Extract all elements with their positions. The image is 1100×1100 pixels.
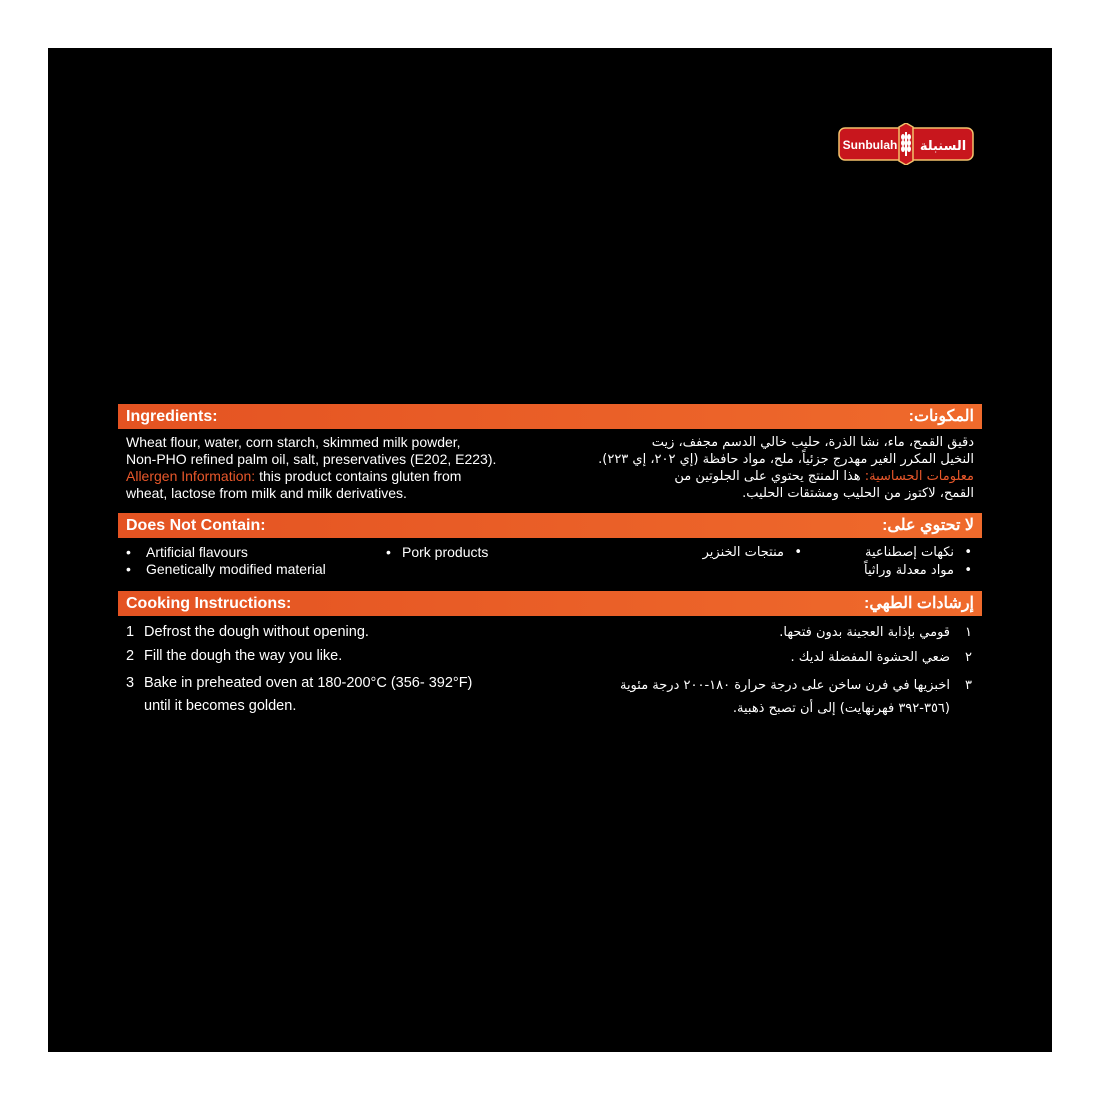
allergen-text-en: this product contains gluten from: [255, 468, 462, 484]
cooking-title-en: Cooking Instructions:: [126, 595, 292, 612]
cooking-step-en: 1 Defrost the dough without opening.: [126, 624, 369, 640]
list-item-ar: •منتجات الخنزير: [702, 545, 802, 560]
cooking-step-ar: ٢ ضعي الحشوة المفضلة لديك .: [790, 650, 972, 665]
ingredients-line-ar: النخيل المكرر الغير مهدرج جزئياً، ملح، مواد حافظة (إي ٢٠٢، إي ٢٢٣).: [598, 452, 974, 467]
does-not-contain-header: [118, 513, 982, 538]
list-item: • Artificial flavours: [126, 544, 248, 560]
list-item: • Pork products: [386, 544, 489, 560]
allergen-line-en: [126, 468, 496, 485]
allergen-line-en-2: wheat, lactose from milk and milk derivatives.: [126, 485, 407, 501]
cooking-step-en: 2 Fill the dough the way you like.: [126, 648, 343, 664]
cooking-header: [118, 591, 982, 616]
ingredients-line-en: Wheat flour, water, corn starch, skimmed milk powder,: [126, 434, 461, 450]
logo-text-ar: السنبلة: [919, 139, 967, 154]
cooking-step-ar: ١ قومي بإذابة العجينة بدون فتحها.: [779, 625, 972, 640]
does-not-contain-title-en: Does Not Contain:: [126, 517, 266, 534]
logo-text-en: Sunbulah: [842, 138, 898, 152]
label-panel: [48, 48, 1052, 1052]
cooking-step-ar: ٣ اخبزيها في فرن ساخن على درجة حرارة ١٨٠-٢٠٠ درجة مئوية (٣٥٦-٣٩٢ فهرنهايت) إلى أن تصبح ذهبية.: [619, 678, 972, 716]
allergen-label-en: Allergen Information:: [126, 468, 256, 484]
ingredients-line-en: Non-PHO refined palm oil, salt, preservatives (E202, E223).: [126, 451, 497, 467]
allergen-label-ar: معلومات الحساسية:: [864, 469, 974, 484]
ingredients-title-en: Ingredients:: [126, 408, 218, 425]
ingredients-line-ar: دقيق القمح، ماء، نشا الذرة، حليب خالي الدسم مجفف، زيت: [651, 435, 974, 450]
cooking-step-en: 3 Bake in preheated oven at 180-200°C (356- 392°F) until it becomes golden.: [126, 675, 473, 714]
allergen-line-ar: [554, 468, 974, 485]
does-not-contain-title-ar: لا تحتوي على:: [882, 517, 974, 534]
list-item-ar: •نكهات إصطناعية: [865, 545, 972, 560]
ingredients-title-ar: المكونات:: [908, 408, 974, 425]
cooking-title-ar: إرشادات الطهي:: [863, 595, 974, 612]
ingredients-text-en: [126, 434, 496, 502]
ingredients-text-ar: [554, 434, 974, 502]
list-item-ar: •مواد معدلة وراثياً: [863, 563, 972, 578]
ingredients-header: [118, 404, 982, 429]
allergen-line-ar-2: القمح، لاكتوز من الحليب ومشتقات الحليب.: [742, 486, 974, 501]
allergen-text-ar: هذا المنتج يحتوي على الجلوتين من: [674, 469, 865, 484]
list-item: • Genetically modified material: [126, 561, 326, 577]
sunbulah-logo: [837, 123, 975, 165]
